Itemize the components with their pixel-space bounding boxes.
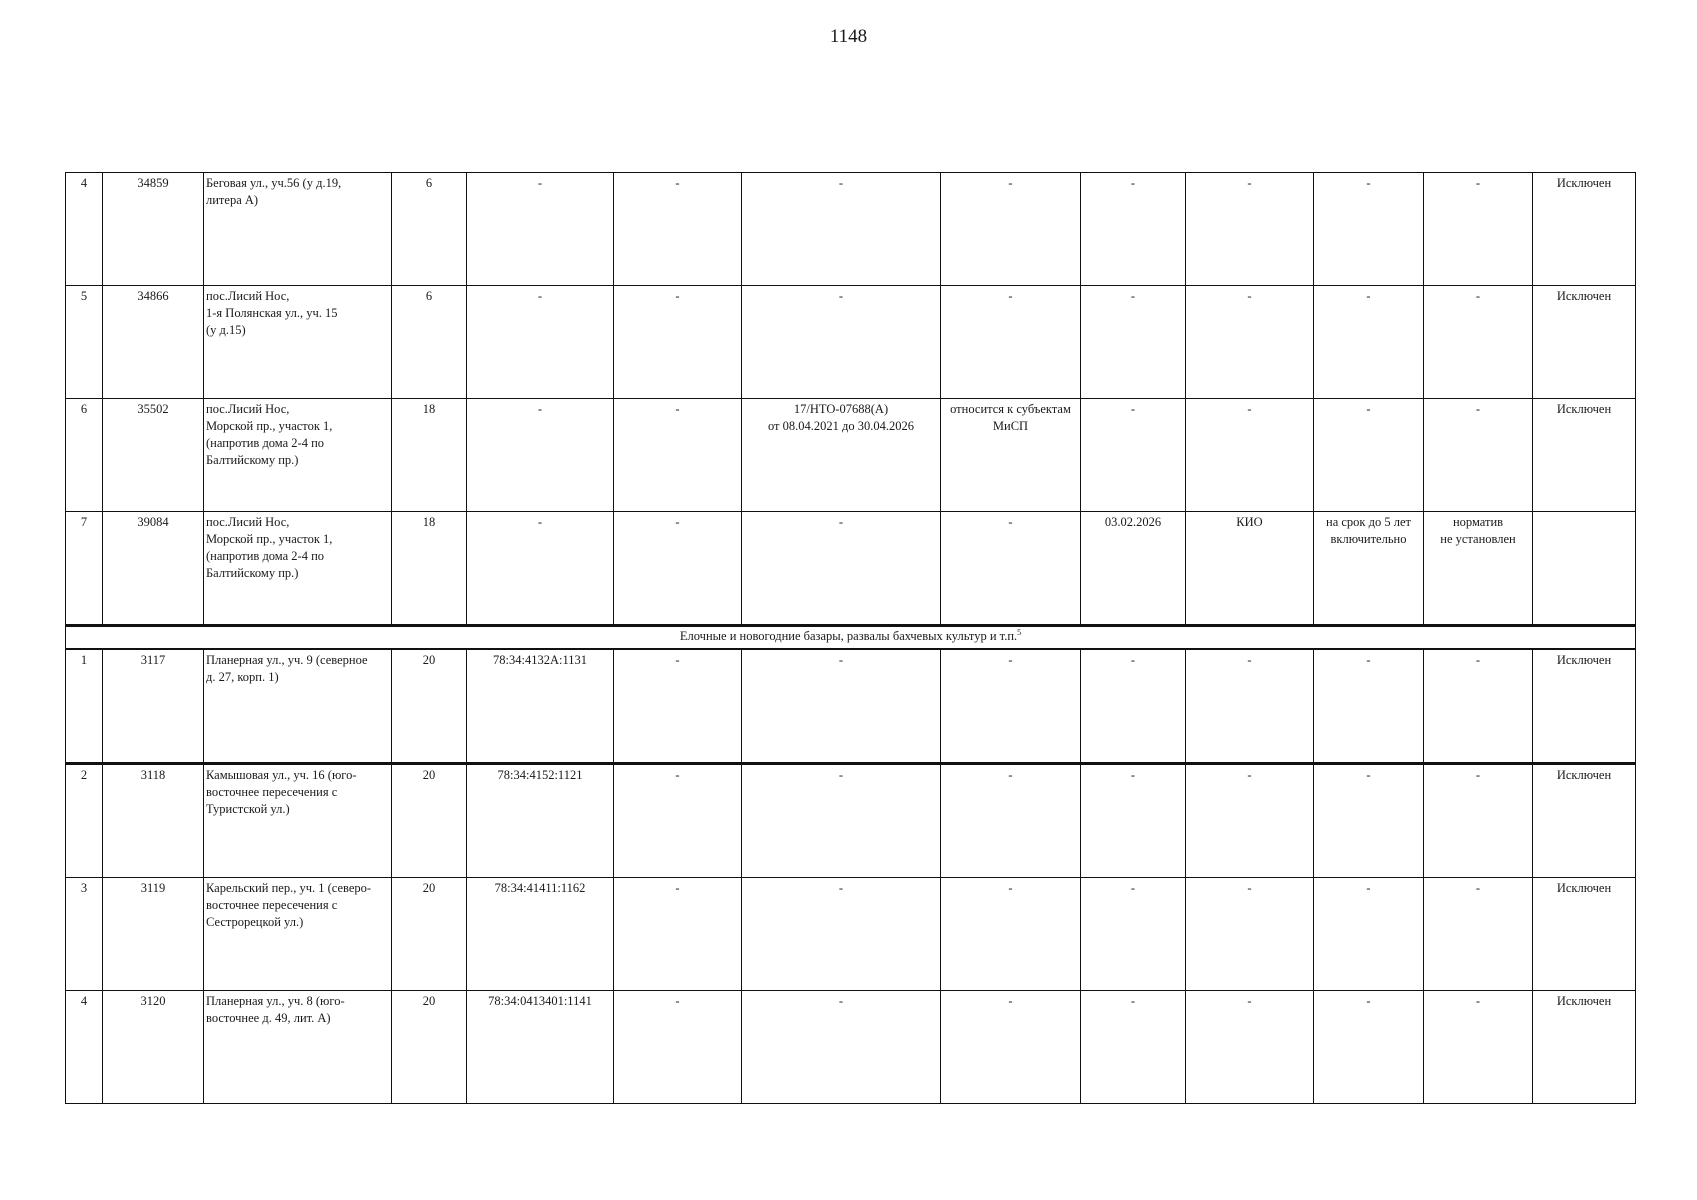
- date-text: -: [1130, 994, 1136, 1008]
- column-6-cell: [614, 649, 742, 764]
- object-id-text: 3119: [140, 881, 166, 895]
- organ-text: -: [1247, 289, 1252, 303]
- status-text: Исключен: [1556, 176, 1612, 190]
- column-6-text: -: [675, 176, 680, 190]
- cadastral-number-cell: [467, 286, 614, 399]
- object-id-text: 39084: [137, 515, 169, 529]
- norm-text: -: [1475, 653, 1481, 667]
- area-cell: [392, 286, 467, 399]
- organ-cell: [1186, 764, 1314, 878]
- row-number-text: 3: [80, 881, 88, 895]
- category-text: -: [1008, 994, 1013, 1008]
- section-footnote-mark: 5: [1017, 627, 1022, 637]
- term-text: -: [1366, 881, 1371, 895]
- row-number-text: 7: [80, 515, 88, 529]
- column-6-text: -: [675, 881, 680, 895]
- category-text: -: [1008, 653, 1013, 667]
- section-title-text: Елочные и новогодние базары, развалы бахчевых культур и т.п.: [679, 629, 1018, 643]
- address-cell: [204, 512, 392, 626]
- cadastral-number-cell: [467, 764, 614, 878]
- area-cell: [392, 649, 467, 764]
- object-id-cell: [103, 878, 204, 991]
- status-cell: [1533, 512, 1636, 626]
- category-text: -: [1008, 515, 1013, 529]
- status-cell: [1533, 173, 1636, 286]
- column-6-cell: [614, 764, 742, 878]
- row-number-cell: [66, 286, 103, 399]
- category-cell: [941, 991, 1081, 1104]
- column-6-text: -: [675, 515, 680, 529]
- cadastral-number-text: -: [537, 402, 543, 416]
- object-id-text: 3120: [140, 994, 166, 1008]
- organ-text: -: [1247, 768, 1252, 782]
- term-text: -: [1366, 176, 1371, 190]
- column-6-cell: [614, 512, 742, 626]
- column-6-text: -: [675, 994, 680, 1008]
- table-row: [66, 764, 1636, 878]
- norm-cell: [1424, 991, 1533, 1104]
- term-text: -: [1366, 768, 1371, 782]
- norm-cell: [1424, 399, 1533, 512]
- row-number-cell: [66, 173, 103, 286]
- row-number-text: 5: [80, 289, 88, 303]
- norm-cell: [1424, 173, 1533, 286]
- term-text: -: [1366, 653, 1371, 667]
- term-text: -: [1366, 994, 1371, 1008]
- column-6-cell: [614, 878, 742, 991]
- table-row: [66, 649, 1636, 764]
- cadastral-number-cell: [467, 649, 614, 764]
- area-cell: [392, 878, 467, 991]
- organ-cell: [1186, 878, 1314, 991]
- object-id-text: 3117: [140, 653, 166, 667]
- date-text: -: [1130, 402, 1136, 416]
- table-row: [66, 286, 1636, 399]
- category-text: -: [1008, 768, 1013, 782]
- date-cell: [1081, 173, 1186, 286]
- area-cell: [392, 512, 467, 626]
- status-cell: [1533, 286, 1636, 399]
- contract-text: -: [838, 653, 844, 667]
- status-cell: [1533, 991, 1636, 1104]
- contract-text: -: [838, 176, 844, 190]
- norm-cell: [1424, 649, 1533, 764]
- row-number-text: 4: [80, 176, 88, 190]
- object-id-cell: [103, 286, 204, 399]
- date-text: -: [1130, 768, 1136, 782]
- column-6-cell: [614, 399, 742, 512]
- row-number-cell: [66, 991, 103, 1104]
- organ-cell: [1186, 512, 1314, 626]
- contract-cell: [742, 173, 941, 286]
- object-id-cell: [103, 764, 204, 878]
- organ-cell: [1186, 399, 1314, 512]
- contract-text: 17/НТО-07688(А) от 08.04.2021 до 30.04.2026: [767, 402, 915, 433]
- column-6-cell: [614, 991, 742, 1104]
- object-id-cell: [103, 512, 204, 626]
- date-cell: [1081, 649, 1186, 764]
- object-id-cell: [103, 399, 204, 512]
- area-text: 6: [425, 289, 433, 303]
- contract-text: -: [838, 994, 844, 1008]
- column-6-text: -: [675, 289, 680, 303]
- contract-cell: [742, 649, 941, 764]
- cadastral-number-text: -: [537, 176, 543, 190]
- contract-cell: [742, 399, 941, 512]
- status-cell: [1533, 764, 1636, 878]
- cadastral-number-cell: [467, 991, 614, 1104]
- category-text: -: [1008, 289, 1013, 303]
- cadastral-number-text: 78:34:0413401:1141: [488, 994, 592, 1008]
- register-body: [66, 173, 1636, 1104]
- organ-text: КИО: [1236, 515, 1263, 529]
- address-text: Карельский пер., уч. 1 (северо- восточнее пересечения с Сестрорецкой ул.): [206, 881, 372, 929]
- area-text: 20: [422, 653, 436, 667]
- column-6-text: -: [675, 653, 680, 667]
- object-id-cell: [103, 649, 204, 764]
- row-number-cell: [66, 399, 103, 512]
- section-title: [66, 626, 1636, 650]
- register-table: [65, 172, 1636, 1104]
- address-cell: [204, 764, 392, 878]
- contract-text: -: [838, 515, 844, 529]
- term-cell: [1314, 399, 1424, 512]
- page-number: 1148: [829, 26, 868, 47]
- category-cell: [941, 399, 1081, 512]
- table-row: [66, 173, 1636, 286]
- row-number-cell: [66, 512, 103, 626]
- cadastral-number-text: 78:34:4132А:1131: [493, 653, 587, 667]
- row-number-text: 1: [80, 653, 88, 667]
- status-text: Исключен: [1556, 289, 1612, 303]
- term-cell: [1314, 512, 1424, 626]
- term-text: на срок до 5 лет включительно: [1326, 515, 1411, 546]
- category-text: -: [1008, 881, 1013, 895]
- area-cell: [392, 991, 467, 1104]
- organ-text: -: [1247, 994, 1252, 1008]
- category-cell: [941, 286, 1081, 399]
- organ-cell: [1186, 286, 1314, 399]
- area-text: 18: [422, 515, 436, 529]
- norm-text: -: [1475, 176, 1481, 190]
- category-text: -: [1008, 176, 1013, 190]
- organ-text: -: [1247, 402, 1252, 416]
- term-cell: [1314, 764, 1424, 878]
- contract-text: -: [838, 289, 844, 303]
- cadastral-number-text: 78:34:41411:1162: [494, 881, 586, 895]
- term-cell: [1314, 991, 1424, 1104]
- organ-cell: [1186, 173, 1314, 286]
- address-text: Камышовая ул., уч. 16 (юго- восточнее пересечения с Туристской ул.): [206, 768, 357, 816]
- contract-cell: [742, 991, 941, 1104]
- contract-cell: [742, 512, 941, 626]
- date-text: -: [1130, 289, 1136, 303]
- area-cell: [392, 173, 467, 286]
- norm-cell: [1424, 512, 1533, 626]
- contract-text: -: [838, 881, 844, 895]
- norm-text: -: [1475, 768, 1481, 782]
- date-cell: [1081, 991, 1186, 1104]
- address-text: Беговая ул., уч.56 (у д.19, литера А): [206, 176, 342, 207]
- area-text: 20: [422, 881, 436, 895]
- row-number-cell: [66, 878, 103, 991]
- date-cell: [1081, 399, 1186, 512]
- date-cell: [1081, 512, 1186, 626]
- table-row: [66, 991, 1636, 1104]
- address-cell: [204, 991, 392, 1104]
- date-text: -: [1130, 653, 1136, 667]
- status-text: Исключен: [1556, 653, 1612, 667]
- category-cell: [941, 649, 1081, 764]
- object-id-cell: [103, 173, 204, 286]
- status-text: Исключен: [1556, 402, 1612, 416]
- area-text: 20: [422, 994, 436, 1008]
- table-row: [66, 512, 1636, 626]
- date-text: -: [1130, 881, 1136, 895]
- area-cell: [392, 399, 467, 512]
- status-cell: [1533, 878, 1636, 991]
- row-number-cell: [66, 649, 103, 764]
- date-text: -: [1130, 176, 1136, 190]
- cadastral-number-cell: [467, 512, 614, 626]
- category-cell: [941, 512, 1081, 626]
- contract-cell: [742, 878, 941, 991]
- column-6-text: -: [675, 402, 680, 416]
- organ-cell: [1186, 991, 1314, 1104]
- norm-text: -: [1475, 994, 1481, 1008]
- term-text: -: [1366, 289, 1371, 303]
- norm-text: -: [1475, 881, 1481, 895]
- status-cell: [1533, 399, 1636, 512]
- category-cell: [941, 878, 1081, 991]
- address-text: пос.Лисий Нос, Морской пр., участок 1, (напротив дома 2-4 по Балтийскому пр.): [206, 515, 333, 580]
- norm-cell: [1424, 764, 1533, 878]
- object-id-text: 34859: [137, 176, 169, 190]
- category-cell: [941, 764, 1081, 878]
- organ-text: -: [1247, 881, 1252, 895]
- area-cell: [392, 764, 467, 878]
- status-text: Исключен: [1556, 881, 1612, 895]
- date-cell: [1081, 878, 1186, 991]
- column-6-text: -: [675, 768, 680, 782]
- term-cell: [1314, 286, 1424, 399]
- object-id-text: 3118: [140, 768, 166, 782]
- area-text: 20: [422, 768, 436, 782]
- cadastral-number-cell: [467, 173, 614, 286]
- organ-text: -: [1247, 653, 1252, 667]
- address-cell: [204, 286, 392, 399]
- column-6-cell: [614, 286, 742, 399]
- section-header-row: [66, 626, 1636, 650]
- term-cell: [1314, 173, 1424, 286]
- date-cell: [1081, 764, 1186, 878]
- date-cell: [1081, 286, 1186, 399]
- cadastral-number-cell: [467, 878, 614, 991]
- row-number-cell: [66, 764, 103, 878]
- contract-cell: [742, 764, 941, 878]
- address-cell: [204, 649, 392, 764]
- table-row: [66, 399, 1636, 512]
- object-id-text: 34866: [137, 289, 169, 303]
- table-row: [66, 878, 1636, 991]
- cadastral-number-text: -: [537, 289, 543, 303]
- address-text: пос.Лисий Нос, Морской пр., участок 1, (напротив дома 2-4 по Балтийскому пр.): [206, 402, 333, 467]
- contract-cell: [742, 286, 941, 399]
- status-text: Исключен: [1556, 768, 1612, 782]
- norm-cell: [1424, 286, 1533, 399]
- address-cell: [204, 399, 392, 512]
- term-cell: [1314, 649, 1424, 764]
- status-cell: [1533, 649, 1636, 764]
- cadastral-number-text: 78:34:4152:1121: [497, 768, 583, 782]
- norm-cell: [1424, 878, 1533, 991]
- column-6-cell: [614, 173, 742, 286]
- term-cell: [1314, 878, 1424, 991]
- contract-text: -: [838, 768, 844, 782]
- object-id-cell: [103, 991, 204, 1104]
- category-cell: [941, 173, 1081, 286]
- organ-text: -: [1247, 176, 1252, 190]
- status-text: Исключен: [1556, 994, 1612, 1008]
- address-cell: [204, 878, 392, 991]
- date-text: 03.02.2026: [1104, 515, 1162, 529]
- address-text: пос.Лисий Нос, 1-я Полянская ул., уч. 15 (у д.15): [206, 289, 338, 337]
- norm-text: норматив не установлен: [1440, 515, 1516, 546]
- category-text: относится к субъектам МиСП: [950, 402, 1071, 433]
- address-text: Планерная ул., уч. 8 (юго- восточнее д. 49, лит. А): [206, 994, 345, 1025]
- row-number-text: 4: [80, 994, 88, 1008]
- organ-cell: [1186, 649, 1314, 764]
- cadastral-number-text: -: [537, 515, 543, 529]
- row-number-text: 2: [80, 768, 88, 782]
- area-text: 6: [425, 176, 433, 190]
- area-text: 18: [422, 402, 436, 416]
- term-text: -: [1366, 402, 1371, 416]
- cadastral-number-cell: [467, 399, 614, 512]
- object-id-text: 35502: [137, 402, 169, 416]
- address-text: Планерная ул., уч. 9 (северное д. 27, корп. 1): [206, 653, 368, 684]
- norm-text: -: [1475, 289, 1481, 303]
- address-cell: [204, 173, 392, 286]
- row-number-text: 6: [80, 402, 88, 416]
- norm-text: -: [1475, 402, 1481, 416]
